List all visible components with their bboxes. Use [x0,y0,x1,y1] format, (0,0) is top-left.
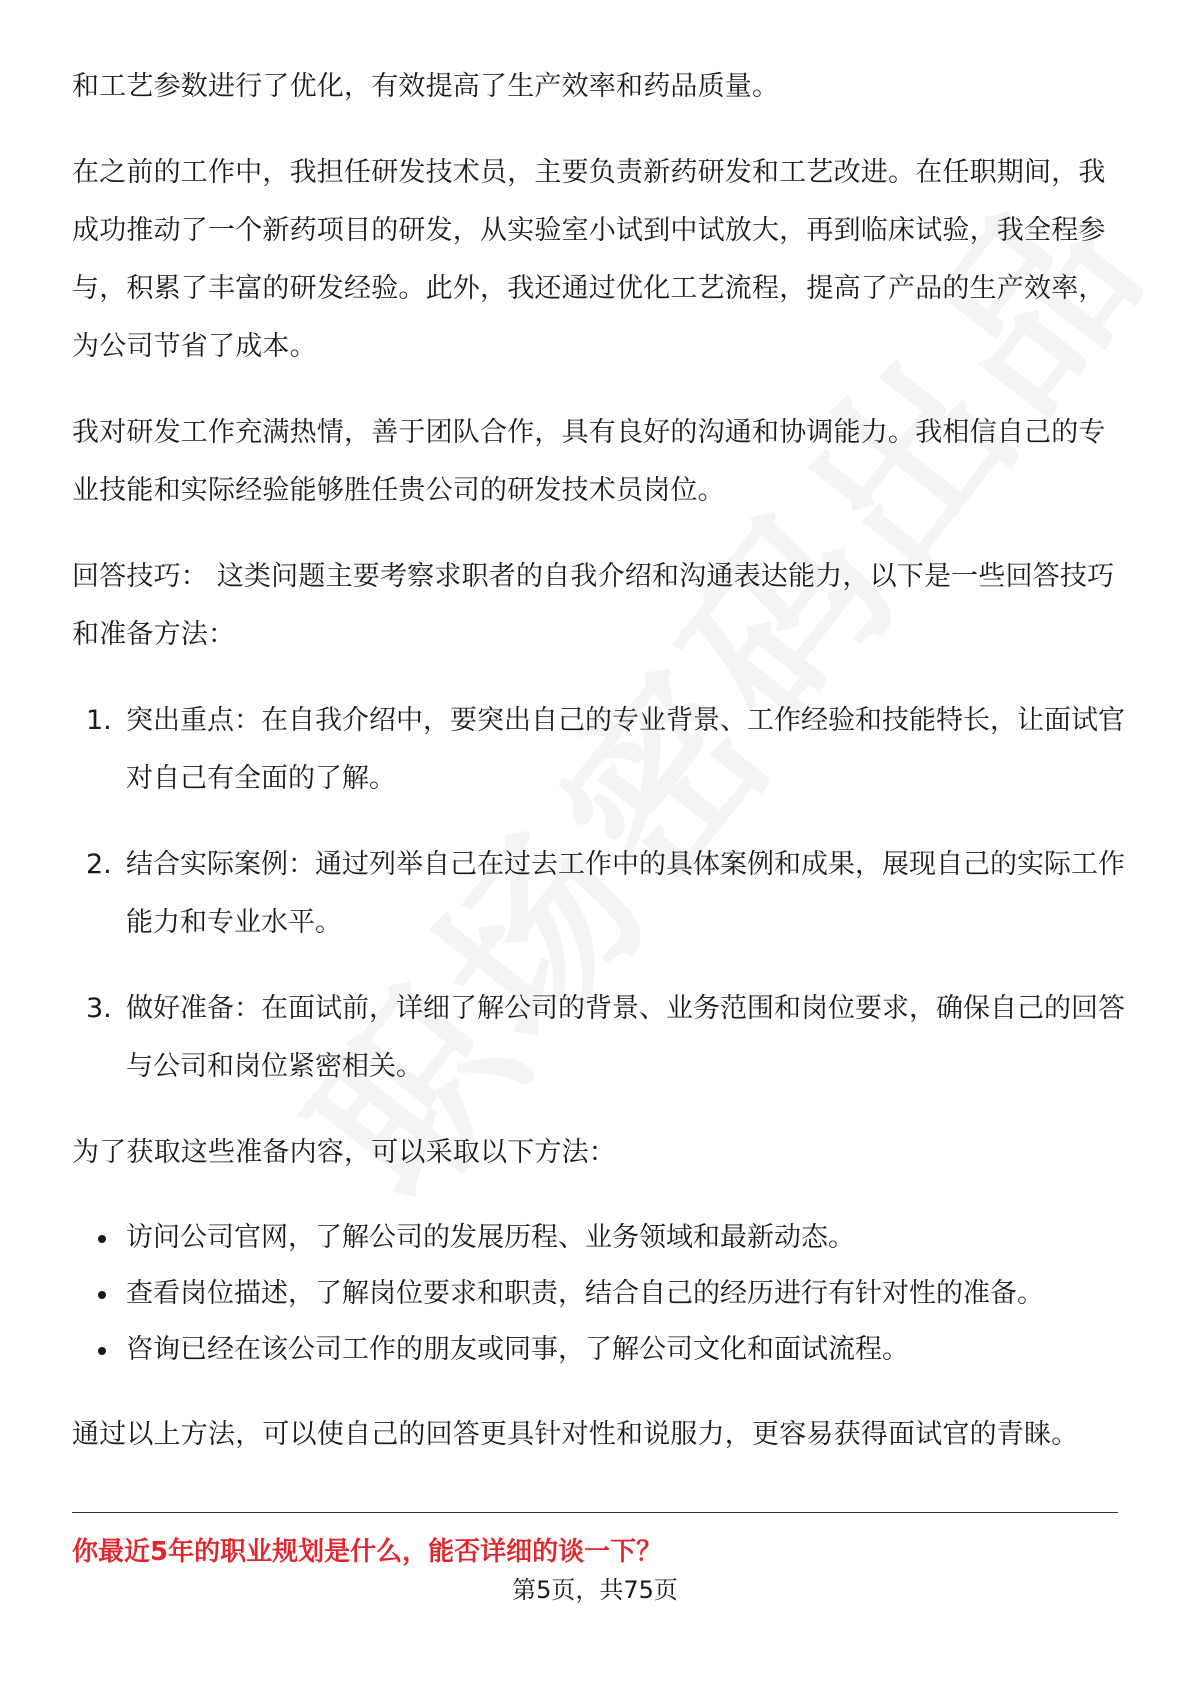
paragraph-answer-tips-intro: 回答技巧： 这类问题主要考察求职者的自我介绍和沟通表达能力，以下是一些回答技巧和准备方法： [72,561,1115,650]
list-item-text: 访问公司官网，了解公司的发展历程、业务领域和最新动态。 [126,1222,855,1253]
list-number: 3. [86,993,112,1024]
list-item [72,1210,1132,1266]
list-item [72,1266,1132,1322]
list-item-text: 突出重点：在自我介绍中，要突出自己的专业背景、工作经验和技能特长，让面试官对自己有全面的了解。 [126,705,1125,794]
bullet-icon [98,1291,106,1299]
list-number: 2. [86,849,112,880]
next-question-heading: 你最近5年的职业规划是什么，能否详细的谈一下？ [72,1537,663,1567]
list-number: 1. [86,705,112,736]
paragraph-passion: 我对研发工作充满热情，善于团队合作，具有良好的沟通和协调能力。我相信自己的专业技能和实际经验能够胜任贵公司的研发技术员岗位。 [72,417,1106,506]
list-item-text: 结合实际案例：通过列举自己在过去工作中的具体案例和成果，展现自己的实际工作能力和专业水平。 [126,849,1125,938]
page-number: 第5页，共75页 [512,1576,678,1604]
list-item-text: 查看岗位描述，了解岗位要求和职责，结合自己的经历进行有针对性的准备。 [126,1278,1044,1309]
paragraph-methods-intro: 为了获取这些准备内容，可以采取以下方法： [72,1137,616,1168]
list-item [72,836,1132,952]
list-item [72,1322,1132,1378]
section-divider [72,1512,1118,1513]
list-item-text: 做好准备：在面试前，详细了解公司的背景、业务范围和岗位要求，确保自己的回答与公司和岗位紧密相关。 [126,993,1125,1082]
bullet-icon [98,1235,106,1243]
tips-list [72,692,1132,1096]
paragraph-conclusion: 通过以上方法，可以使自己的回答更具针对性和说服力，更容易获得面试官的青睐。 [72,1419,1079,1450]
list-item [72,692,1132,808]
document-body [72,58,1132,1464]
list-item [72,980,1132,1096]
bullet-icon [98,1347,106,1355]
methods-list [72,1210,1132,1378]
list-item-text: 咨询已经在该公司工作的朋友或同事，了解公司文化和面试流程。 [126,1334,909,1365]
paragraph-previous-work: 在之前的工作中，我担任研发技术员，主要负责新药研发和工艺改进。在任职期间，我成功推动了一个新药项目的研发，从实验室小试到中试放大，再到临床试验，我全程参与，积累了丰富的研发经验。此外，我还通过优化工艺流程，提高了产品的生产效率，为公司节省了成本。 [72,157,1106,362]
paragraph-process-optimization: 和工艺参数进行了优化，有效提高了生产效率和药品质量。 [72,71,780,102]
